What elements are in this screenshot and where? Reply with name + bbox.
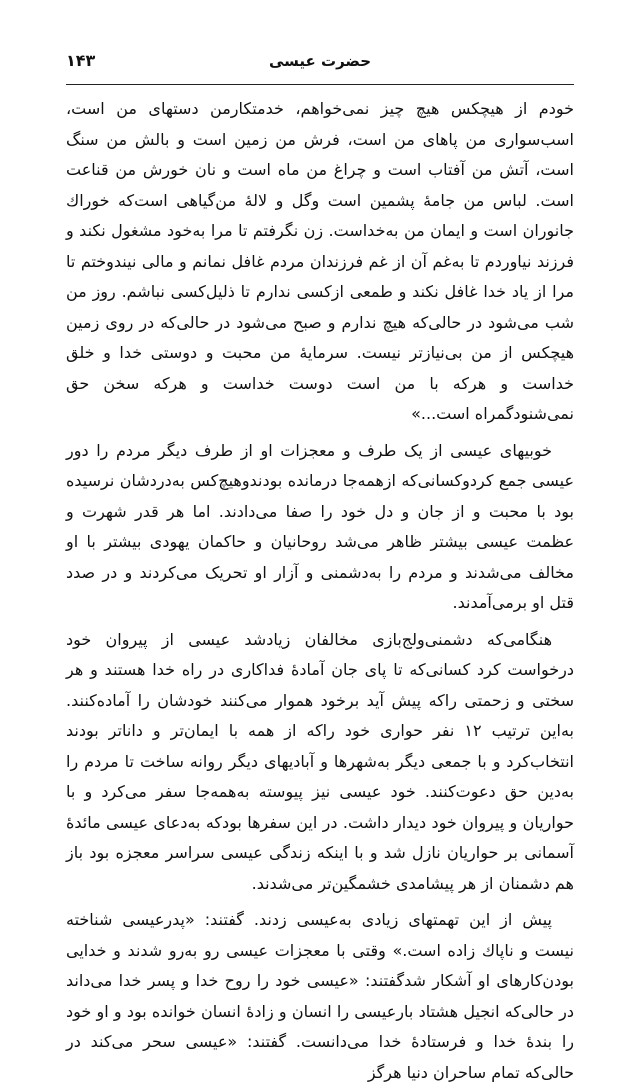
page-number: ۱۴۳ — [66, 51, 96, 70]
header-rule — [66, 84, 574, 85]
paragraph: خوبیهای عیسی از یک طرف و معجزات او از طرف دیگر مردم را دور عیسی جمع کردوکسانی‌که ازهمه‌جا درمانده بودندوهیچ‌کس به‌دردشان نرسیده بود با محبت و از جان و دل خود را صفا می‌دادند. اما هر قدر شهرت و عظمت عیسی بیشتر ظاهر می‌شد روحانیان و حاکمان یهودی بیشتر با او مخالف می‌شدند و مردم را به‌دشمنی و آزار او تحریک می‌کردند و در صدد قتل او برمی‌آمدند. — [66, 440, 574, 612]
paragraph: پیش از این تهمتهای زیادی به‌عیسی زدند. گفتند: «پدرعیسی شناخته نیست و ناپاك زاده است.» وقتی با معجزات عیسی رو به‌رو شدند و خدایی بودن‌کارهای او آشکار شدگفتند: «عیسی خود را روح خدا و پسر خدا می‌داند در حالی‌که انجیل هشتاد بارعیسی را انسان و زادهٔ انسان خوانده بود و او خود را بندهٔ خدا و فرستادهٔ خدا می‌دانست. گفتند: «عیسی سحر می‌کند در حالی‌که تمام ساحران دنیا هرگز — [66, 910, 574, 1082]
paragraph: هنگامی‌که دشمنی‌ولج‌بازی مخالفان زیادشد عیسی از پیروان خود درخواست کرد کسانی‌که تا پای جان آمادهٔ فداکاری در راه خدا هستند و هر سختی و زحمتی راکه پیش آید برخود هموار می‌کنند خودشان را آماده‌کنند. به‌این ترتیب ۱۲ نفر حواری خود راکه از همه با ایمان‌تر و داناتر بودند انتخاب‌کرد و با جمعی دیگر به‌شهرها و آبادیهای دیگر روانه ساخت تا مردم را به‌دین حق دعوت‌کنند. خود عیسی نیز پیوسته به‌همه‌جا سفر می‌کرد و با حواریان و پیروان خود دیدار داشت. در این سفرها بودکه به‌دعای عیسی مائدهٔ آسمانی بر حواریان نازل شد و با اینکه زندگی عیسی سراسر معجزه بود باز هم دشمنان از هر پیشامدی خشمگین‌تر می‌شدند. — [66, 629, 574, 893]
paragraph: خودم از هیچکس هیچ چیز نمی‌خواهم، خدمتکارمن دستهای من است، اسب‌سواری من پاهای من است، فرش من زمین است و بالش من سنگ است، آتش من آفتاب است و چراغ من ماه است و نان خورش من قناعت است. لباس من جامهٔ پشمین است وگل و لالهٔ من‌گیاهی است‌که خوراك جانوران است و ایمان من به‌خداست. زن نگرفتم تا مرا به‌خود مشغول نکند و فرزند نیاوردم تا به‌غم آن از غم فرزندان مردم غافل نمانم و مالی نیندوختم تا مرا از یاد خدا غافل نکند و طمعی ازکسی ندارم تا ذلیل‌کسی نباشم. روز من شب می‌شود در حالی‌که هیچ ندارم و صبح می‌شود در حالی‌که در روی زمین هیچکس از من بی‌نیازتر نیست. سرمایهٔ من محبت و دوستی خدا و خلق خداست و هرکه با من است دوست خداست و هرکه سخن حق نمی‌شنودگمراه است...» — [66, 99, 574, 423]
page-header — [66, 50, 574, 80]
body-text — [66, 94, 574, 1088]
running-title: حضرت عیسی — [268, 52, 372, 70]
